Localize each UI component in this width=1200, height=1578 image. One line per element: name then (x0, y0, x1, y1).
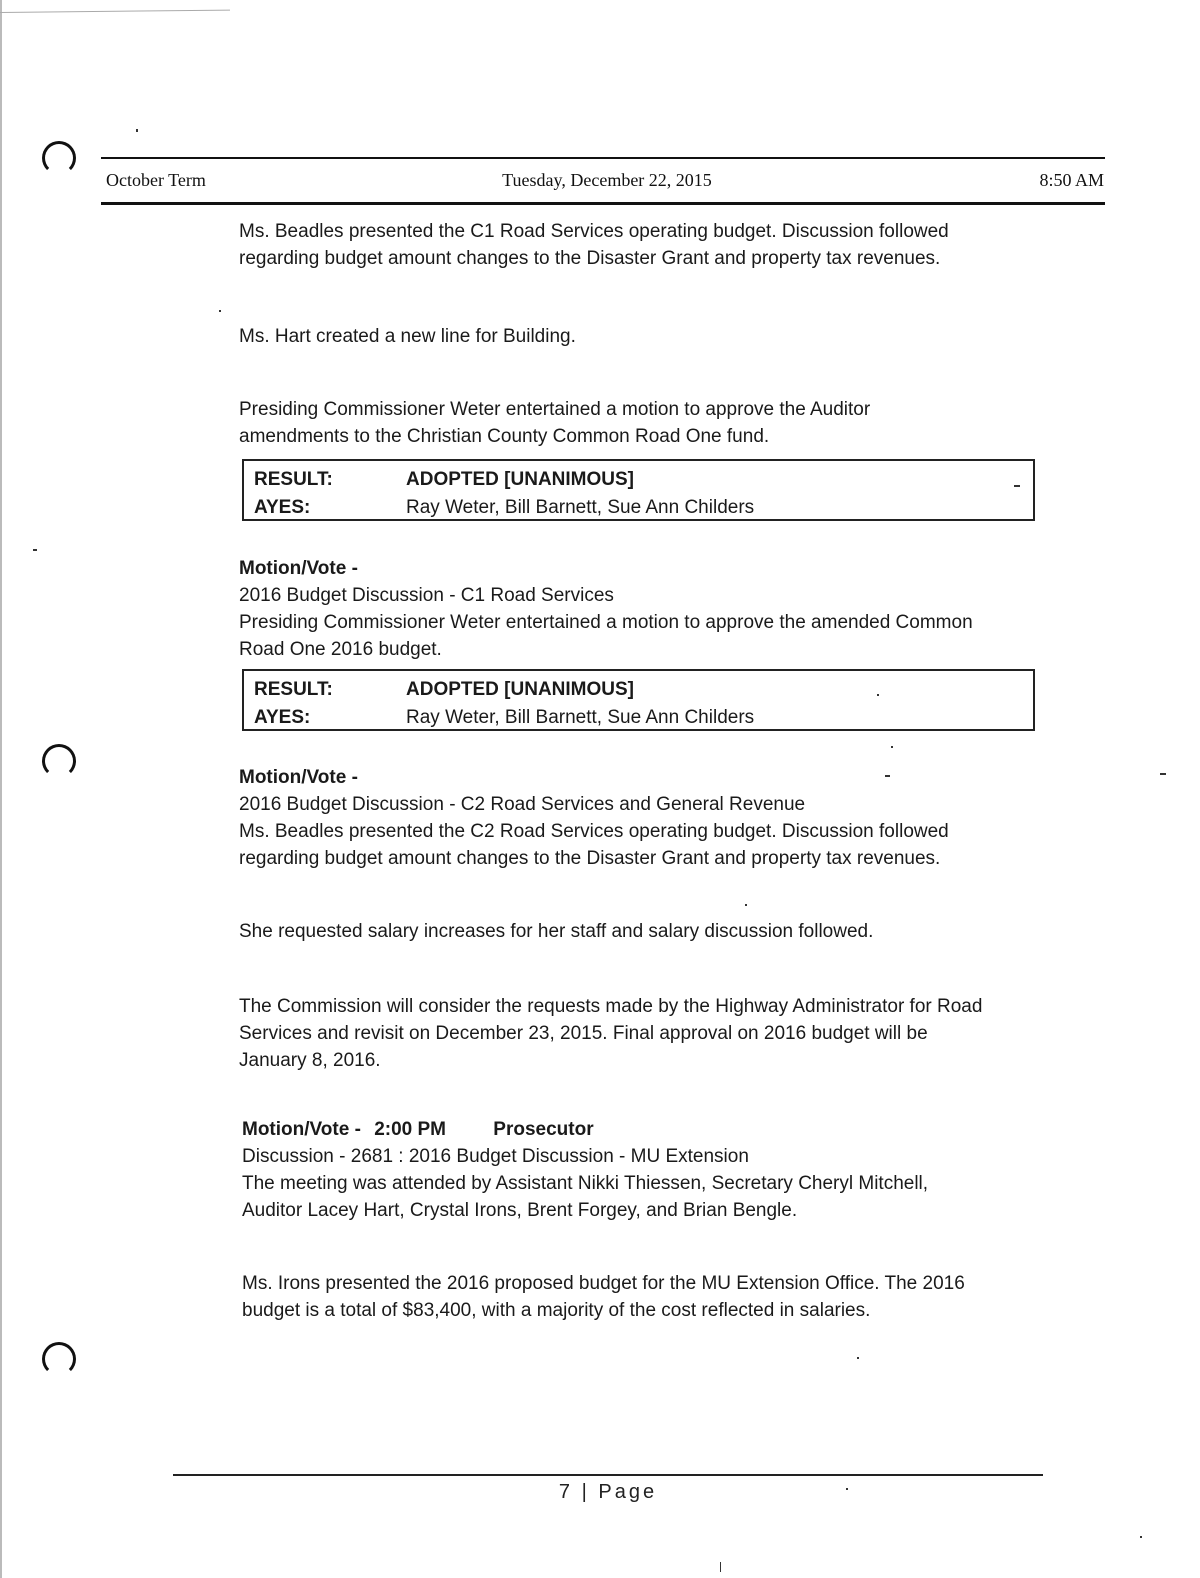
section-heading: Motion/Vote - (239, 767, 358, 788)
text-line: regarding budget amount changes to the Disaster Grant and property tax revenues. (239, 848, 941, 869)
text-line: amendments to the Christian County Common Road One fund. (239, 426, 770, 447)
ayes-label: AYES: (254, 707, 311, 728)
text-line: regarding budget amount changes to the Disaster Grant and property tax revenues. (239, 248, 941, 269)
scan-speck (891, 746, 893, 748)
result-row (254, 466, 1023, 493)
section-heading: Motion/Vote - (239, 558, 358, 579)
text-line: 2016 Budget Discussion - C1 Road Services (239, 585, 614, 606)
section-c2-motion (239, 764, 1049, 872)
section-c1-motion (239, 555, 1049, 663)
text-line: She requested salary increases for her staff and salary discussion followed. (239, 921, 874, 942)
scan-speck (857, 1357, 859, 1359)
punch-hole-icon (42, 744, 76, 778)
header-time: 8:50 AM (1039, 170, 1104, 190)
scan-speck (136, 129, 138, 132)
vote-result-box (242, 669, 1035, 731)
scan-speck (885, 775, 890, 777)
scan-speck (720, 1562, 721, 1572)
section-mu-extension (242, 1116, 1052, 1224)
scan-speck (1140, 1536, 1142, 1538)
text-line: Services and revisit on December 23, 2015. Final approval on 2016 budget will be (239, 1023, 928, 1044)
header-rule-bottom (101, 202, 1105, 205)
scan-speck (33, 549, 37, 551)
paragraph-c1-budget (239, 218, 1049, 272)
heading-time: 2:00 PM (374, 1119, 446, 1140)
paragraph-auditor-motion (239, 396, 1049, 450)
ayes-row (254, 704, 1023, 731)
text-line: The Commission will consider the requests made by the Highway Administrator for Road (239, 996, 983, 1017)
scan-speck (1160, 773, 1166, 775)
header-term: October Term (106, 170, 206, 190)
scan-speck (1014, 485, 1020, 487)
text-line: The meeting was attended by Assistant Nikki Thiessen, Secretary Cheryl Mitchell, (242, 1173, 929, 1194)
text-line: 2016 Budget Discussion - C2 Road Services and General Revenue (239, 794, 806, 815)
footer-rule (173, 1474, 1043, 1476)
text-line: budget is a total of $83,400, with a majority of the cost reflected in salaries. (242, 1300, 871, 1321)
text-line: Ms. Beadles presented the C2 Road Services operating budget. Discussion followed (239, 821, 949, 842)
result-label: RESULT: (254, 679, 333, 700)
text-line: Auditor Lacey Hart, Crystal Irons, Brent Forgey, and Brian Bengle. (242, 1200, 798, 1221)
header-date: Tuesday, December 22, 2015 (502, 170, 712, 190)
paragraph-building-line (239, 323, 1049, 350)
text-line: Presiding Commissioner Weter entertained a motion to approve the Auditor (239, 399, 871, 420)
header-rule-top (101, 157, 1105, 159)
result-row (254, 676, 1023, 703)
paragraph-salary-request (239, 918, 1049, 945)
punch-hole-icon (42, 1342, 76, 1376)
ayes-value: Ray Weter, Bill Barnett, Sue Ann Childers (406, 497, 755, 518)
paragraph-mu-budget (242, 1270, 1052, 1324)
text-line: Presiding Commissioner Weter entertained a motion to approve the amended Common (239, 612, 973, 633)
section-heading (242, 1116, 1052, 1143)
scan-speck (846, 1488, 848, 1490)
heading-motion: Motion/Vote - (242, 1119, 361, 1140)
page-number: 7 | Page (558, 1481, 658, 1503)
text-line: Ms. Hart created a new line for Building. (239, 326, 576, 347)
result-value: ADOPTED [UNANIMOUS] (406, 679, 634, 700)
text-line: January 8, 2016. (239, 1050, 381, 1071)
heading-office: Prosecutor (493, 1119, 594, 1140)
paragraph-commission-revisit (239, 993, 1049, 1074)
scan-edge (0, 0, 2, 1578)
scan-top-mark (0, 10, 230, 13)
vote-result-box (242, 459, 1035, 521)
ayes-value: Ray Weter, Bill Barnett, Sue Ann Childers (406, 707, 755, 728)
scan-speck (745, 904, 747, 906)
text-line: Road One 2016 budget. (239, 639, 442, 660)
text-line: Ms. Beadles presented the C1 Road Services operating budget. Discussion followed (239, 221, 949, 242)
scan-speck (219, 310, 221, 312)
ayes-row (254, 494, 1023, 521)
result-value: ADOPTED [UNANIMOUS] (406, 469, 634, 490)
scan-speck (877, 694, 879, 696)
text-line: Ms. Irons presented the 2016 proposed budget for the MU Extension Office. The 2016 (242, 1273, 965, 1294)
result-label: RESULT: (254, 469, 333, 490)
ayes-label: AYES: (254, 497, 311, 518)
text-line: Discussion - 2681 : 2016 Budget Discussion - MU Extension (242, 1146, 749, 1167)
